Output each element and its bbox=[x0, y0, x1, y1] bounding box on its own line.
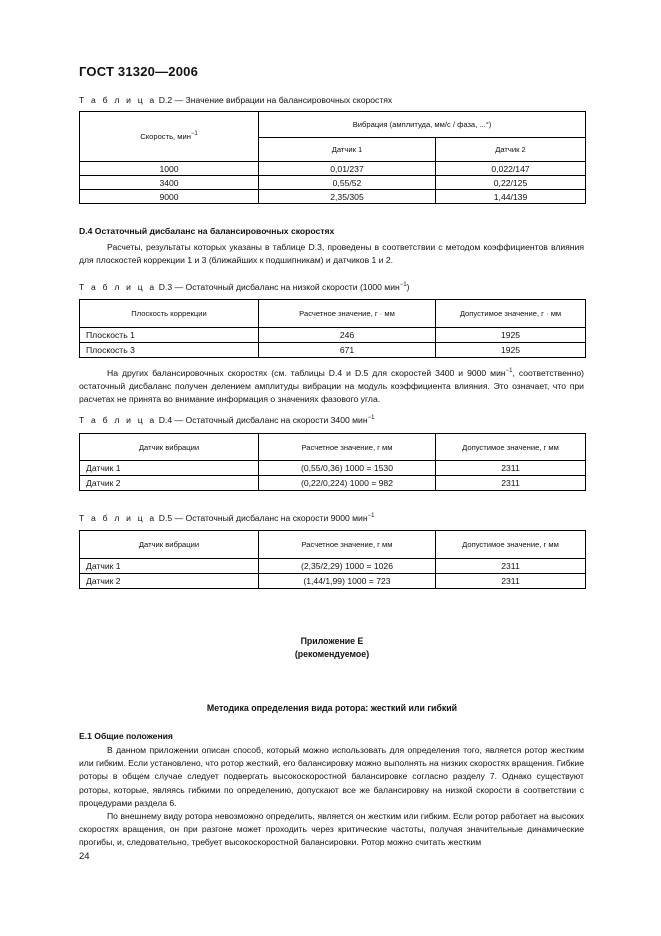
document-header: ГОСТ 31320—2006 bbox=[79, 64, 198, 79]
table-row bbox=[80, 461, 586, 476]
column-header-allowed: Допустимое значение, г мм bbox=[436, 434, 586, 461]
table-d4 bbox=[79, 433, 586, 491]
cell-calc: (0,55/0,36) 1000 = 1530 bbox=[259, 461, 436, 476]
table-d3 bbox=[79, 299, 586, 358]
cell-allowed: 2311 bbox=[436, 574, 586, 589]
cell-sensor1: 0,55/52 bbox=[259, 176, 436, 190]
paragraph: По внешнему виду ротора невозможно определить, является он жестким или гибким. Если ротор работает на высоких скоростях вращения, он при разгоне может проходить через критические частоты, получая значительные динамические прогибы, и, следовательно, требует высокоскоростной балансировки. Ротор можно считать жестким bbox=[79, 811, 584, 848]
table-d4-caption: Т а б л и ц а D.4 — Остаточный дисбаланс на скорости 3400 мин$^{-1}$ bbox=[79, 415, 375, 425]
cell-speed: 3400 bbox=[80, 176, 259, 190]
table-row bbox=[80, 176, 586, 190]
cell-calc: (2,35/2,29) 1000 = 1026 bbox=[259, 559, 436, 574]
column-header-vibration: Вибрация (амплитуда, мм/с / фаза, ...°) bbox=[259, 112, 586, 138]
section-d4-body bbox=[79, 241, 584, 267]
paragraph: Расчеты, результаты которых указаны в таблице D.3, проведены в соответствии с методом коэффициентов влияния для плоскостей коррекции 1 и 3 (ближайших к подшипникам) и датчиков 1 и 2. bbox=[79, 242, 584, 266]
table-row bbox=[80, 162, 586, 176]
table-d5-caption: Т а б л и ц а D.5 — Остаточный дисбаланс на скорости 9000 мин$^{-1}$ bbox=[79, 513, 375, 523]
cell-allowed: 1925 bbox=[436, 328, 586, 343]
appendix-heading: Методика определения вида ротора: жесткий или гибкий bbox=[206, 703, 458, 713]
cell-sensor1: 0,01/237 bbox=[259, 162, 436, 176]
cell-calc: 246 bbox=[259, 328, 436, 343]
appendix-subtitle: (рекомендуемое) bbox=[294, 649, 370, 659]
column-header-calc: Расчетное значение, г · мм bbox=[259, 300, 436, 328]
cell-allowed: 1925 bbox=[436, 343, 586, 358]
column-header-sensor1: Датчик 1 bbox=[259, 138, 436, 162]
cell-sensor: Датчик 2 bbox=[80, 574, 259, 589]
cell-allowed: 2311 bbox=[436, 461, 586, 476]
column-header-speed: Скорость, мин$^{-1}$ bbox=[80, 112, 259, 162]
column-header-sensor: Датчик вибрации bbox=[80, 531, 259, 559]
column-header-calc: Расчетное значение, г мм bbox=[259, 531, 436, 559]
section-d4-heading: D.4 Остаточный дисбаланс на балансировочных скоростях bbox=[79, 226, 335, 236]
cell-allowed: 2311 bbox=[436, 476, 586, 491]
cell-plane: Плоскость 1 bbox=[80, 328, 259, 343]
table-row bbox=[80, 559, 586, 574]
table-d2-caption bbox=[79, 95, 392, 105]
table-caption-text: D.2 — Значение вибрации на балансировочных скоростях bbox=[158, 95, 393, 105]
cell-plane: Плоскость 3 bbox=[80, 343, 259, 358]
section-e1-heading: Е.1 Общие положения bbox=[79, 731, 173, 741]
cell-sensor: Датчик 1 bbox=[80, 461, 259, 476]
cell-sensor: Датчик 1 bbox=[80, 559, 259, 574]
section-e1-body bbox=[79, 744, 584, 850]
cell-speed: 1000 bbox=[80, 162, 259, 176]
table-row bbox=[80, 343, 586, 358]
table-d2 bbox=[79, 111, 586, 204]
paragraph-other-speeds: На других балансировочных скоростях (см. таблицы D.4 и D.5 для скоростей 3400 и 9000 мин$^{-1}$, соответственно) остаточный дисбаланс получен делением амплитуды вибрации на модуль коэффициента влияния. Это означает, что при расчетах не принята во внимание информация о значениях фазового угла. bbox=[79, 368, 584, 405]
cell-calc: (1,44/1,99) 1000 = 723 bbox=[259, 574, 436, 589]
table-label: Т а б л и ц а bbox=[79, 95, 157, 105]
table-row bbox=[80, 328, 586, 343]
cell-calc: (0,22/0,224) 1000 = 982 bbox=[259, 476, 436, 491]
cell-speed: 9000 bbox=[80, 190, 259, 204]
cell-sensor2: 0,022/147 bbox=[436, 162, 586, 176]
table-row bbox=[80, 190, 586, 204]
paragraph: В данном приложении описан способ, который можно использовать для определения того, является ротор жестким или гибким. Если установлено, что ротор жесткий, его балансировку можно выполнять на низких скоростях вращения. Гибкие роторы в общем случае следует подвергать высокоскоростной балансировке согласно разделу 7. Однако существуют роторы, которые, являясь гибкими по определению, допускают все же балансировку на низкой скорости в соответствии с процедурами раздела 6. bbox=[79, 745, 584, 808]
column-header-plane: Плоскость коррекции bbox=[80, 300, 259, 328]
column-header-allowed: Допустимое значение, г мм bbox=[436, 531, 586, 559]
cell-sensor2: 1,44/139 bbox=[436, 190, 586, 204]
column-header-allowed: Допустимое значение, г · мм bbox=[436, 300, 586, 328]
cell-sensor1: 2,35/305 bbox=[259, 190, 436, 204]
table-d3-caption: Т а б л и ц а D.3 — Остаточный дисбаланс на низкой скорости (1000 мин$^{-1}$) bbox=[79, 282, 410, 292]
cell-sensor: Датчик 2 bbox=[80, 476, 259, 491]
column-header-sensor2: Датчик 2 bbox=[436, 138, 586, 162]
appendix-title: Приложение Е bbox=[300, 636, 364, 646]
cell-allowed: 2311 bbox=[436, 559, 586, 574]
table-row bbox=[80, 476, 586, 491]
page-number: 24 bbox=[79, 851, 90, 862]
table-d5 bbox=[79, 530, 586, 589]
column-header-calc: Расчетное значение, г мм bbox=[259, 434, 436, 461]
cell-sensor2: 0,22/125 bbox=[436, 176, 586, 190]
cell-calc: 671 bbox=[259, 343, 436, 358]
column-header-sensor: Датчик вибрации bbox=[80, 434, 259, 461]
table-row bbox=[80, 574, 586, 589]
